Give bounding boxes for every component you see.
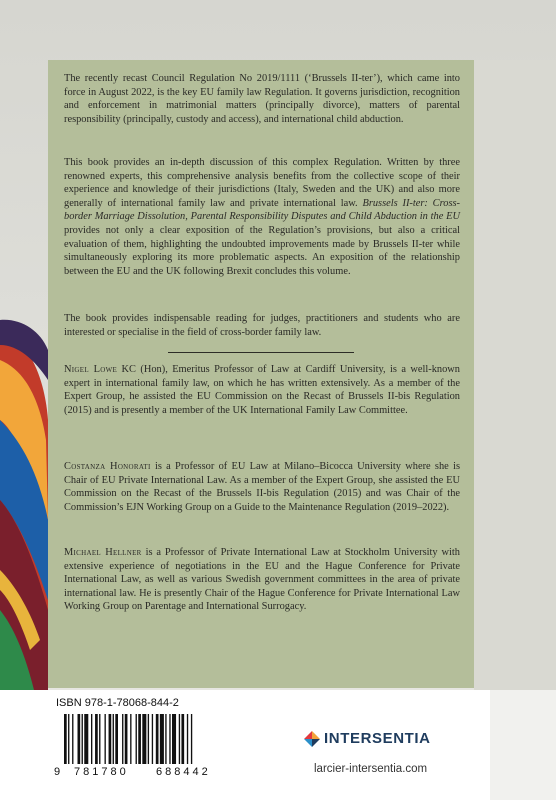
author-name: Costanza Honorati [64, 461, 151, 472]
barcode-bar [187, 714, 188, 764]
barcode-bar [152, 714, 153, 764]
barcode-bar [181, 714, 184, 764]
barcode-bar [191, 714, 192, 764]
barcode-bar [136, 714, 137, 764]
author-name: Michael Hellner [64, 547, 142, 558]
barcode-bar [113, 714, 114, 764]
book-title-italic: Brussels II-ter: Cross-border Marriage Dissolution, Parental Responsibility Disputes and Child Abduction in the EU [64, 197, 461, 223]
barcode-bar [125, 714, 128, 764]
blurb-paragraph-2-text-start: This book provides an in-depth discussion of this complex Regulation. Written by three renowned experts, this comprehensive analysis benefits from the collective scope of their experience and knowledge of their jurisdictions (Italy, Sweden and the UK) and also more generally of international family law and private international law. [64, 157, 460, 209]
barcode-bar [78, 714, 81, 764]
barcode-bar [130, 714, 131, 764]
barcode-bar [169, 714, 170, 764]
barcode-bar [68, 714, 69, 764]
barcode-digit-lead: 9 [54, 766, 61, 778]
author-bio-1 [64, 363, 460, 417]
barcode-bar [160, 714, 164, 764]
barcode-bar [64, 714, 67, 764]
barcode-bar [138, 714, 141, 764]
barcode-bar [82, 714, 83, 764]
publisher-website: larcier-intersentia.com [314, 763, 428, 775]
barcode-bar [99, 714, 100, 764]
author-bio-text: is a Professor of EU Law at Milano–Bicocca University where she is Chair of EU Private International Law. As a member of the Expert Group, she assisted the EU Commission on the Recast of the Brussels II-bis Regulation (2015) and was Chair of the Commission’s EJN Working Group on a Guide to the Maintenance Regulation (2019–2022). [64, 461, 460, 513]
barcode-bar [122, 714, 123, 764]
author-bio-text: KC (Hon), Emeritus Professor of Law at Cardiff University, is a well-known expert in international family law, on which he has written extensively. As a member of the Expert Group, he assisted the EU Commission on the Recast of Brussels II-bis Regulation (2015) and is presently a member of the UK International Family Law Committee. [64, 364, 460, 416]
barcode-bar [172, 714, 176, 764]
barcode-digits-left: 781780 [74, 766, 129, 778]
barcode-bar [105, 714, 106, 764]
barcode-bar [179, 714, 180, 764]
barcode-bar [91, 714, 92, 764]
barcode-bar [156, 714, 159, 764]
section-divider [168, 352, 354, 353]
isbn-label: ISBN 978-1-78068-844-2 [56, 697, 179, 709]
author-bio-text: is a Professor of Private International Law at Stockholm University with extensive experience of negotiations in the EU and the Hague Conference for Private International Law, as well as various Swedish government committees in the area of private international law. He is presently Chair of the Hague Conference for Private International Law Working Group on Parentage and International Surrogacy. [64, 547, 460, 613]
blurb-panel [48, 60, 474, 688]
barcode [52, 712, 234, 778]
author-bio-2 [64, 460, 460, 514]
barcode-bar [148, 714, 149, 764]
barcode-bar [84, 714, 88, 764]
barcode-bar [115, 714, 118, 764]
blurb-paragraph-1: The recently recast Council Regulation No 2019/1111 (‘Brussels II-ter’), which came into force in August 2022, is the key EU family law Regulation. It governs jurisdiction, recognition and enforcement in matrimonial matters (principally divorce), matters of parental responsibility (principally, custody and access), and international child abduction. [64, 73, 460, 125]
barcode-bar [142, 714, 146, 764]
author-name: Nigel Lowe [64, 364, 118, 375]
barcode-bar [95, 714, 98, 764]
publisher-name: INTERSENTIA [324, 730, 431, 747]
barcode-bar [72, 714, 73, 764]
blurb-paragraph-3: The book provides indispensable reading for judges, practitioners and students who are interested or specialise in the field of cross-border family law. [64, 313, 460, 338]
author-bio-3 [64, 546, 460, 614]
barcode-bar [165, 714, 166, 764]
blurb-paragraph-2 [64, 156, 460, 278]
blurb-paragraph-2-text-end: provides not only a clear exposition of the Regulation’s provisions, but also a critical evaluation of them, highlighting the undoubted improvements made by Brussels II-ter while simultaneously exploring its more problematic aspects. An exposition of the relationship between the EU and the UK following Brexit concludes this volume. [64, 224, 460, 277]
barcode-digits-right: 688442 [156, 766, 211, 778]
barcode-bar [109, 714, 112, 764]
